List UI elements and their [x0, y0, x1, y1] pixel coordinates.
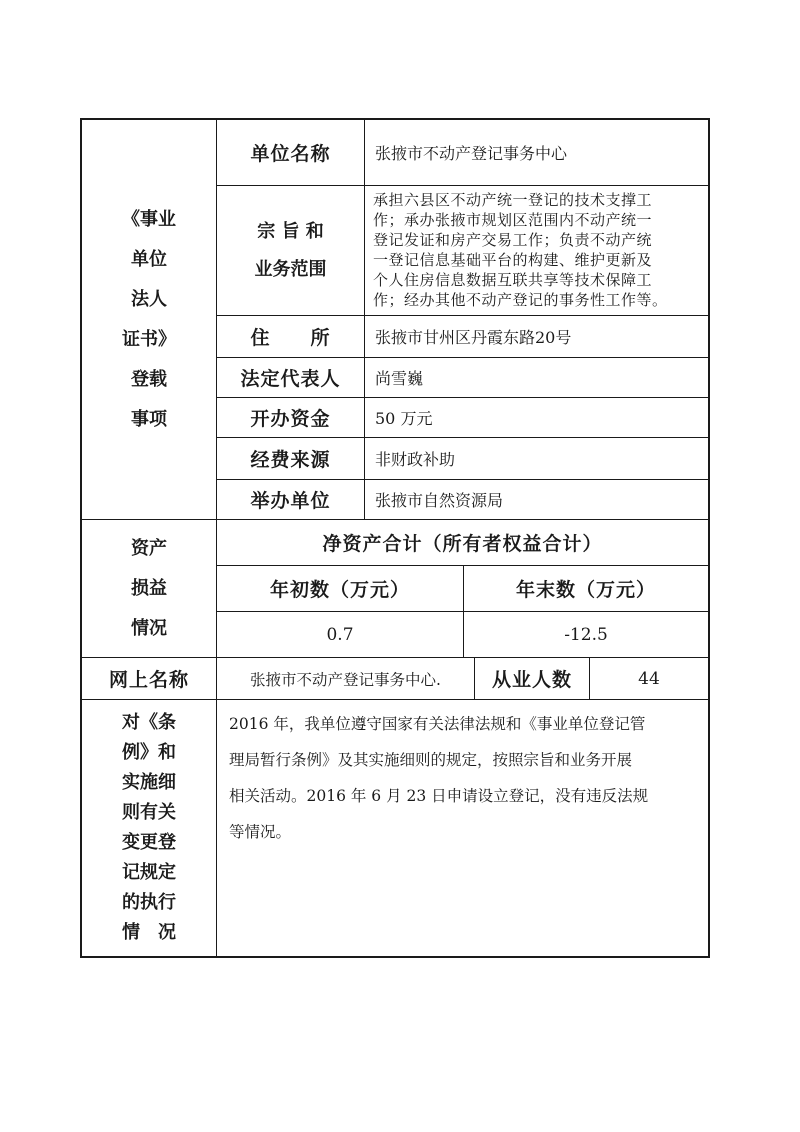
end-year-value: -12.5 — [464, 612, 708, 658]
label-line: 登载 — [131, 368, 167, 390]
label-line: 业务范围 — [254, 258, 327, 280]
sponsor-unit-value: 张掖市自然资源局 — [365, 480, 708, 520]
label-line: 对《条 — [122, 712, 176, 733]
text-line: 个人住房信息数据互联共享等技术保障工 — [373, 271, 653, 289]
text-line: 登记发证和房产交易工作；负责不动产统 — [373, 231, 653, 249]
label-line: 损益 — [131, 577, 167, 599]
unit-name-label: 单位名称 — [217, 120, 365, 186]
label-line: 情 况 — [122, 922, 176, 943]
text-line: 一登记信息基础平台的构建、维护更新及 — [373, 251, 653, 269]
compliance-text — [217, 700, 708, 956]
legal-rep-label: 法定代表人 — [217, 358, 365, 398]
label-line: 《事业 — [122, 208, 176, 230]
label-line: 法人 — [131, 288, 167, 310]
label-line: 证书》 — [122, 328, 176, 350]
label-line: 情况 — [131, 617, 167, 639]
compliance-label — [82, 700, 217, 956]
end-year-label: 年末数（万元） — [464, 566, 708, 612]
online-name-value: 张掖市不动产登记事务中心. — [217, 658, 475, 700]
registration-form-table — [80, 118, 710, 958]
label-line: 实施细 — [122, 772, 176, 793]
text-line: 作；承办张掖市规划区范围内不动产统一 — [373, 211, 653, 229]
label-line: 事项 — [131, 408, 167, 430]
sponsor-unit-label: 举办单位 — [217, 480, 365, 520]
funding-source-value: 非财政补助 — [365, 438, 708, 480]
purpose-scope-value — [365, 186, 708, 316]
label-line: 的执行 — [122, 892, 176, 913]
begin-year-value: 0.7 — [217, 612, 464, 658]
text-line: 等情况。 — [229, 823, 292, 841]
text-line: 2016 年，我单位遵守国家有关法律法规和《事业单位登记管 — [229, 715, 646, 733]
capital-value: 50 万元 — [365, 398, 708, 438]
begin-year-label: 年初数（万元） — [217, 566, 464, 612]
text-line: 理局暂行条例》及其实施细则的规定，按照宗旨和业务开展 — [229, 751, 633, 769]
label-line: 则有关 — [122, 802, 176, 823]
staff-count-label: 从业人数 — [475, 658, 590, 700]
assets-label — [82, 520, 217, 658]
text-line: 承担六县区不动产统一登记的技术支撑工 — [373, 191, 653, 209]
purpose-scope-label — [217, 186, 365, 316]
online-name-label: 网上名称 — [82, 658, 217, 700]
label-line: 单位 — [131, 248, 167, 270]
capital-label: 开办资金 — [217, 398, 365, 438]
staff-count-value: 44 — [590, 658, 708, 700]
label-line: 记规定 — [122, 862, 176, 883]
address-value: 张掖市甘州区丹霞东路20号 — [365, 316, 708, 358]
text-line: 作；经办其他不动产登记的事务性工作等。 — [373, 291, 668, 309]
text-line: 相关活动。2016 年 6 月 23 日申请设立登记，没有违反法规 — [229, 787, 649, 805]
label-line: 例》和 — [122, 742, 176, 763]
label-line: 资产 — [131, 537, 167, 559]
label-line: 变更登 — [122, 832, 176, 853]
address-label: 住 所 — [217, 316, 365, 358]
net-assets-header: 净资产合计（所有者权益合计） — [217, 520, 708, 566]
label-line: 宗 旨 和 — [257, 220, 324, 242]
legal-rep-value: 尚雪巍 — [365, 358, 708, 398]
unit-name-value: 张掖市不动产登记事务中心 — [365, 120, 708, 186]
funding-source-label: 经费来源 — [217, 438, 365, 480]
certificate-items-label — [82, 120, 217, 520]
